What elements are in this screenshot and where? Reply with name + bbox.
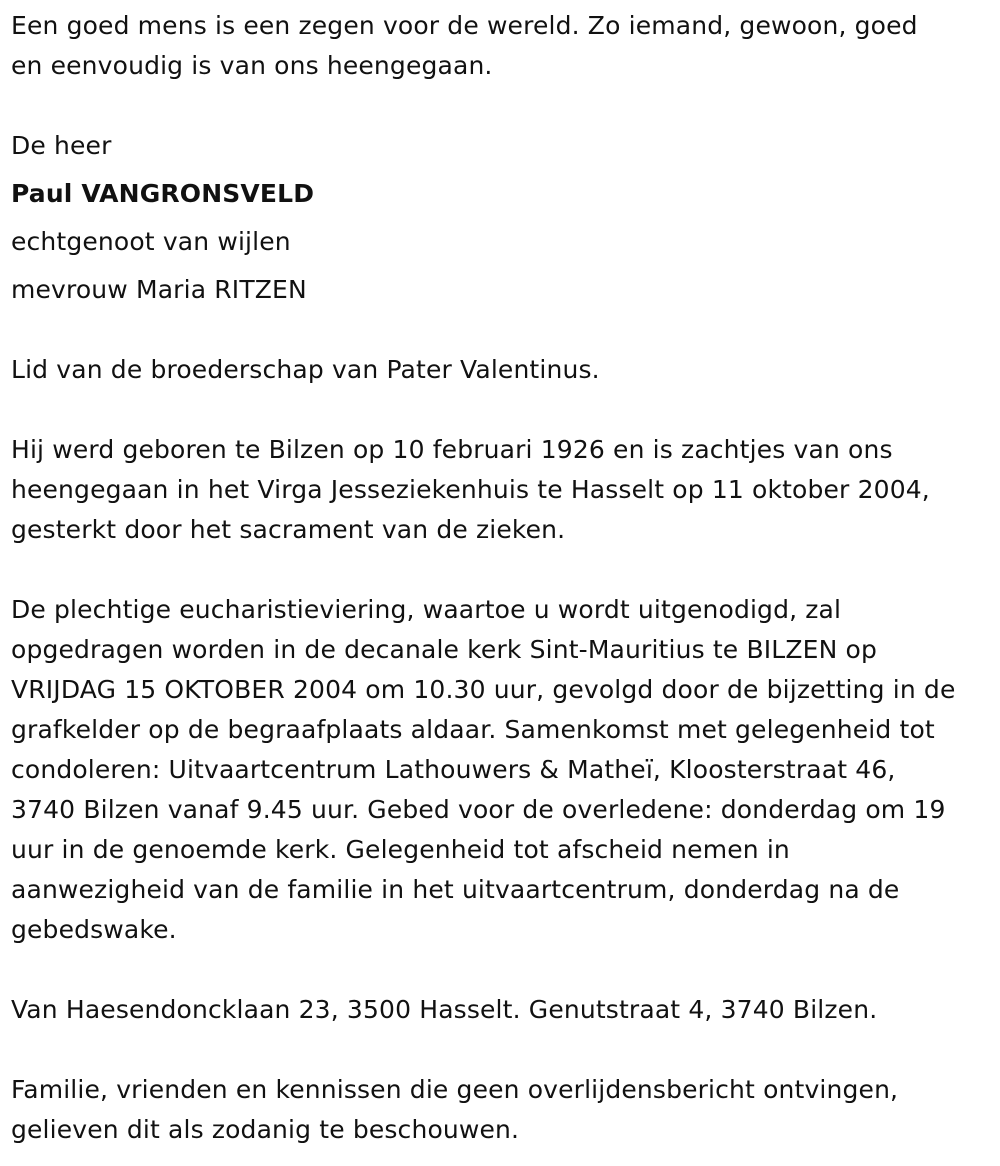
relation-text: echtgenoot van wijlen: [11, 227, 291, 256]
paragraph-line: Hij werd geboren te Bilzen op 10 februari 1926 en is zachtjes van ons: [11, 435, 893, 464]
deceased-name: Paul VANGRONSVELD: [11, 179, 315, 208]
intro-line: Een goed mens is een zegen voor de wereld. Zo iemand, gewoon, goed: [11, 11, 918, 40]
paragraph-line: Familie, vrienden en kennissen die geen overlijdensbericht ontvingen,: [11, 1075, 899, 1104]
intro-line: en eenvoudig is van ons heengegaan.: [11, 51, 493, 80]
paragraph-line: gebedswake.: [11, 915, 177, 944]
paragraph-line: opgedragen worden in de decanale kerk Sint-Mauritius te BILZEN op: [11, 635, 877, 664]
paragraph-line: uur in de genoemde kerk. Gelegenheid tot afscheid nemen in: [11, 835, 790, 864]
paragraph-line: aanwezigheid van de familie in het uitvaartcentrum, donderdag na de: [11, 875, 900, 904]
paragraph-line: condoleren: Uitvaartcentrum Lathouwers & Matheï, Kloosterstraat 46,: [11, 755, 896, 784]
paragraph-line: gelieven dit als zodanig te beschouwen.: [11, 1115, 520, 1144]
paragraph-line: VRIJDAG 15 OKTOBER 2004 om 10.30 uur, gevolgd door de bijzetting in de: [11, 675, 956, 704]
paragraph-line: grafkelder op de begraafplaats aldaar. Samenkomst met gelegenheid tot: [11, 715, 935, 744]
membership-text: Lid van de broederschap van Pater Valentinus.: [11, 355, 600, 384]
paragraph-line: De plechtige eucharistieviering, waartoe u wordt uitgenodigd, zal: [11, 595, 842, 624]
paragraph-line: 3740 Bilzen vanaf 9.45 uur. Gebed voor de overledene: donderdag om 19: [11, 795, 946, 824]
paragraph-line: heengegaan in het Virga Jesseziekenhuis te Hasselt op 11 oktober 2004,: [11, 475, 930, 504]
salutation: De heer: [11, 131, 112, 160]
paragraph-line: gesterkt door het sacrament van de zieken.: [11, 515, 566, 544]
addresses-text: Van Haesendoncklaan 23, 3500 Hasselt. Genutstraat 4, 3740 Bilzen.: [11, 995, 878, 1024]
spouse-name: mevrouw Maria RITZEN: [11, 275, 307, 304]
